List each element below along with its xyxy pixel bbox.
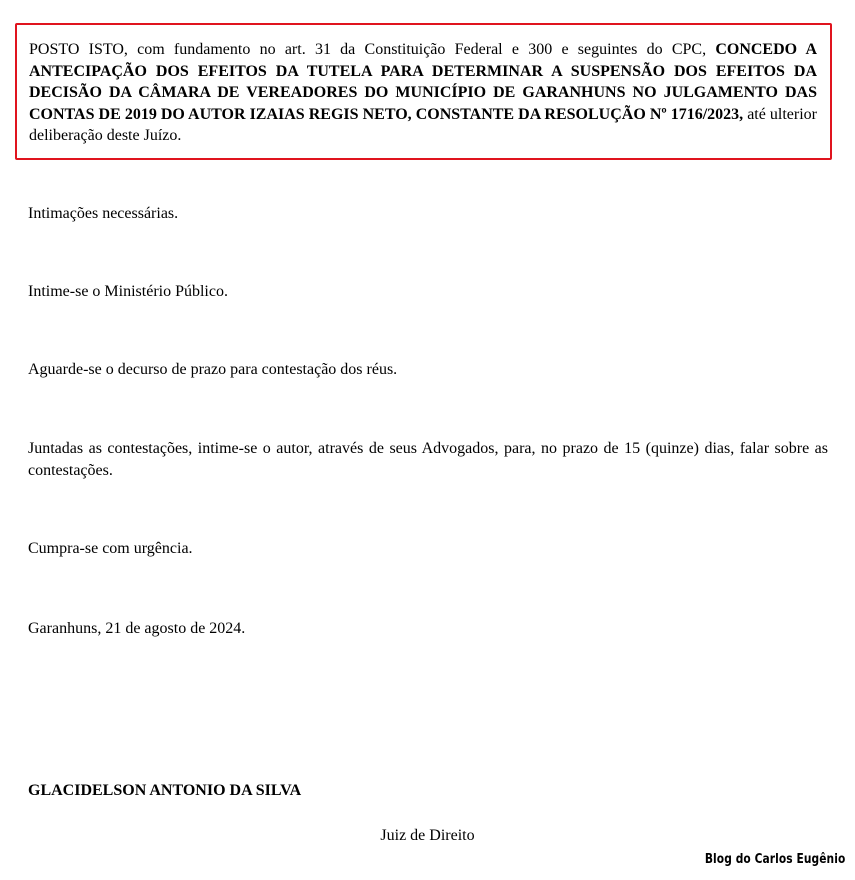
paragraph-juntadas-contestacoes: Juntadas as contestações, intime-se o autor, através de seus Advogados, para, no prazo de 15 (quinze) dias, falar sobre as contestações.: [28, 440, 828, 479]
paragraph-cumpra-se: Cumpra-se com urgência.: [28, 540, 193, 557]
signature-name: GLACIDELSON ANTONIO DA SILVA: [28, 782, 302, 799]
paragraph-prazo-contestacao: Aguarde-se o decurso de prazo para contestação dos réus.: [28, 361, 398, 378]
decision-bold-text: CONCEDO A ANTECIPAÇÃO DOS EFEITOS DA TUTELA PARA DETERMINAR A SUSPENSÃO DOS EFEITOS DA DECISÃO DA CÂMARA DE VEREADORES DO MUNICÍPIO DE GARANHUNS NO JULGAMENTO DAS CONTAS DE 2019 DO AUTOR IZAIAS REGIS NETO, CONSTANTE DA RESOLUÇÃO Nº 1716/2023,: [29, 41, 818, 123]
paragraph-intimacoes: Intimações necessárias.: [28, 205, 179, 222]
decision-intro-text: POSTO ISTO, com fundamento no art. 31 da Constituição Federal e 300 e seguintes do CPC,: [29, 41, 716, 58]
signature-role: Juiz de Direito: [380, 827, 475, 844]
decision-paragraph: [29, 39, 817, 147]
blog-watermark: Blog do Carlos Eugênio: [704, 852, 845, 867]
paragraph-ministerio-publico: Intime-se o Ministério Público.: [28, 283, 228, 300]
highlighted-decision-box: [15, 23, 832, 160]
place-date-line: Garanhuns, 21 de agosto de 2024.: [28, 620, 246, 637]
decision-tail-text: até ulterior deliberação deste Juízo.: [29, 105, 817, 144]
